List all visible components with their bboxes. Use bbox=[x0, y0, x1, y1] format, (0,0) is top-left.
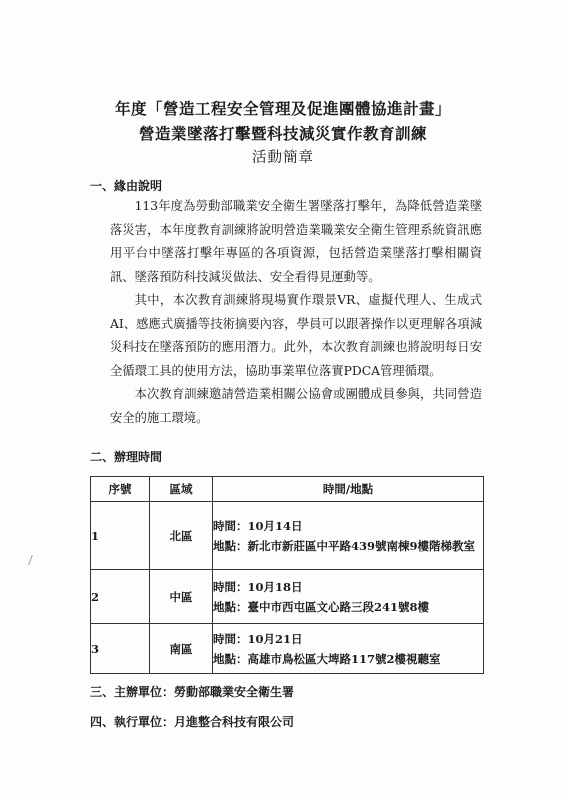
row-place: 地點：新北市新莊區中平路439號南棟9樓階梯教室 bbox=[213, 538, 476, 553]
section1-paragraph-2: 其中，本次教育訓練將現場實作環景VR、虛擬代理人、生成式AI、感應式廣播等技術摘要內容，學員可以跟著操作以更理解各項減災科技在墜落預防的應用潛力。此外，本次教育訓練也將說明每日安全循環工具的使用方法，協助事業單位落實PDCA管理循環。 bbox=[110, 293, 482, 378]
row-time-place bbox=[213, 502, 484, 570]
section2-heading: 二、辦理時間 bbox=[90, 450, 163, 464]
document-title-line2: 營造業墜落打擊暨科技減災實作教育訓練 bbox=[138, 124, 427, 143]
col-header-number: 序號 bbox=[91, 477, 150, 502]
table-header-row bbox=[91, 477, 484, 502]
row-number: 2 bbox=[91, 570, 150, 624]
section1-paragraph-1: 113年度為勞動部職業安全衛生署墜落打擊年，為降低營造業墜落災害，本年度教育訓練將說明營造業職業安全衛生管理系統資訊應用平台中墜落打擊年專區的各項資源，包括營造業墜落打擊相關資訊、墜落預防科技減災做法、安全看得見運動等。 bbox=[110, 199, 482, 284]
row-area: 北區 bbox=[150, 502, 213, 570]
section4-heading: 四、執行單位：月進整合科技有限公司 bbox=[90, 715, 295, 729]
row-time-place bbox=[213, 570, 484, 624]
row-area: 中區 bbox=[150, 570, 213, 624]
row-place: 地點：臺中市西屯區文心路三段241號8樓 bbox=[213, 599, 430, 614]
scan-margin-mark bbox=[28, 555, 39, 565]
col-header-area: 區域 bbox=[150, 477, 213, 502]
table-row bbox=[91, 570, 484, 624]
row-number: 3 bbox=[91, 624, 150, 674]
table-row bbox=[91, 502, 484, 570]
document-title-line1: 年度「營造工程安全管理及促進團體協進計畫」 bbox=[114, 99, 451, 118]
document-subtitle: 活動簡章 bbox=[252, 150, 314, 166]
row-time: 時間：10月14日 bbox=[213, 518, 303, 533]
section1-paragraph-3: 本次教育訓練邀請營造業相關公協會或團體成員參與，共同營造安全的施工環境。 bbox=[110, 387, 482, 425]
row-number: 1 bbox=[91, 502, 150, 570]
col-header-time-place: 時間/地點 bbox=[213, 477, 484, 502]
table-row bbox=[91, 624, 484, 674]
row-place: 地點：高雄市鳥松區大埤路117號2樓視聽室 bbox=[213, 651, 441, 666]
row-time-place bbox=[213, 624, 484, 674]
row-time: 時間：10月18日 bbox=[213, 579, 303, 594]
section3-heading: 三、主辦單位：勞動部職業安全衛生署 bbox=[90, 685, 295, 699]
row-area: 南區 bbox=[150, 624, 213, 674]
row-time: 時間：10月21日 bbox=[213, 631, 303, 646]
section1-heading: 一、緣由說明 bbox=[90, 179, 163, 193]
schedule-table bbox=[90, 476, 484, 674]
